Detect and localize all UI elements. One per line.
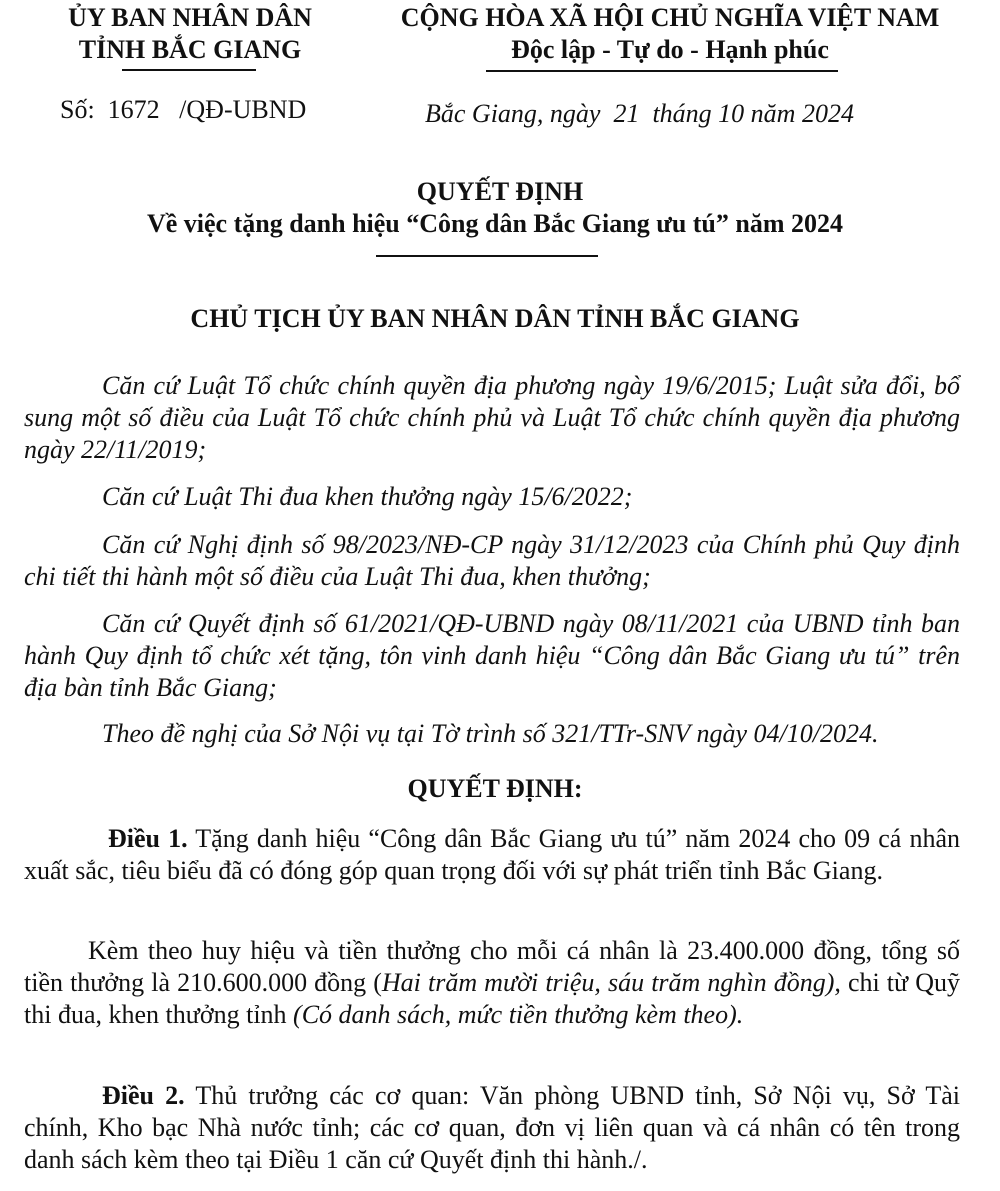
decision-heading: QUYẾT ĐỊNH: (407, 774, 583, 803)
national-motto (370, 2, 970, 66)
motto-underline (486, 70, 838, 72)
document-subject: Về việc tặng danh hiệu “Công dân Bắc Giang ưu tú” năm 2024 (146, 209, 844, 238)
document-title: QUYẾT ĐỊNH (416, 177, 584, 206)
agency-line-2: TỈNH BẮC GIANG (78, 35, 302, 64)
agency-underline (122, 69, 256, 71)
article-2-text: Thủ trưởng các cơ quan: Văn phòng UBND tỉnh, Sở Nội vụ, Sở Tài chính, Kho bạc Nhà nước tỉnh; các cơ quan, đơn vị liên quan và cá nhân có tên trong danh sách kèm theo tại Điều 1 căn cứ Quyết định thi hành./. (24, 1081, 961, 1174)
article-1-text: Tặng danh hiệu “Công dân Bắc Giang ưu tú” năm 2024 cho 09 cá nhân xuất sắc, tiêu biểu đã có đóng góp quan trọng đối với sự phát triển tỉnh Bắc Giang. (24, 824, 961, 885)
document-number: Số: 1672 /QĐ-UBND (60, 95, 307, 124)
issuing-agency (40, 2, 340, 66)
article-2-label: Điều 2. (102, 1081, 185, 1110)
nation-line-2: Độc lập - Tự do - Hạnh phúc (511, 35, 829, 64)
place-and-date: Bắc Giang, ngày 21 tháng 10 năm 2024 (425, 99, 854, 128)
proposal-basis: Theo đề nghị của Sở Nội vụ tại Tờ trình số 321/TTr-SNV ngày 04/10/2024. (102, 719, 879, 748)
reward-source: chi từ Quỹ thi đua, khen thưởng tỉnh (24, 968, 960, 1029)
article-1-label: Điều 1. (108, 824, 188, 853)
agency-line-1: ỦY BAN NHÂN DÂN (68, 3, 312, 32)
legal-basis-1: Căn cứ Luật Tổ chức chính quyền địa phương ngày 19/6/2015; Luật sửa đổi, bổ sung một số điều của Luật Tổ chức chính phủ và Luật Tổ chức chính quyền địa phương ngày 22/11/2019; (24, 371, 960, 464)
reward-text: Kèm theo huy hiệu và tiền thưởng cho mỗi cá nhân là 23.400.000 đồng, tổng số tiền thưởng là 210.600.000 đồng ( (24, 936, 960, 997)
legal-basis-3: Căn cứ Nghị định số 98/2023/NĐ-CP ngày 31/12/2023 của Chính phủ Quy định chi tiết thi hành một số điều của Luật Thi đua, khen thưởng; (24, 530, 960, 591)
article-2 (24, 1080, 960, 1176)
article-1-reward (24, 935, 960, 1031)
nation-line-1: CỘNG HÒA XÃ HỘI CHỦ NGHĨA VIỆT NAM (400, 3, 940, 32)
reward-amount-words: Hai trăm mười triệu, sáu trăm nghìn đồng), (381, 968, 841, 997)
title-underline (376, 255, 598, 257)
issuing-authority: CHỦ TỊCH ỦY BAN NHÂN DÂN TỈNH BẮC GIANG (190, 304, 800, 333)
article-1 (24, 823, 960, 887)
legal-basis-2: Căn cứ Luật Thi đua khen thưởng ngày 15/6/2022; (102, 482, 633, 511)
reward-attachment-note: (Có danh sách, mức tiền thưởng kèm theo). (293, 1000, 744, 1029)
legal-basis-4: Căn cứ Quyết định số 61/2021/QĐ-UBND ngày 08/11/2021 của UBND tỉnh ban hành Quy định tổ chức xét tặng, tôn vinh danh hiệu “Công dân Bắc Giang ưu tú” trên địa bàn tỉnh Bắc Giang; (24, 609, 960, 702)
